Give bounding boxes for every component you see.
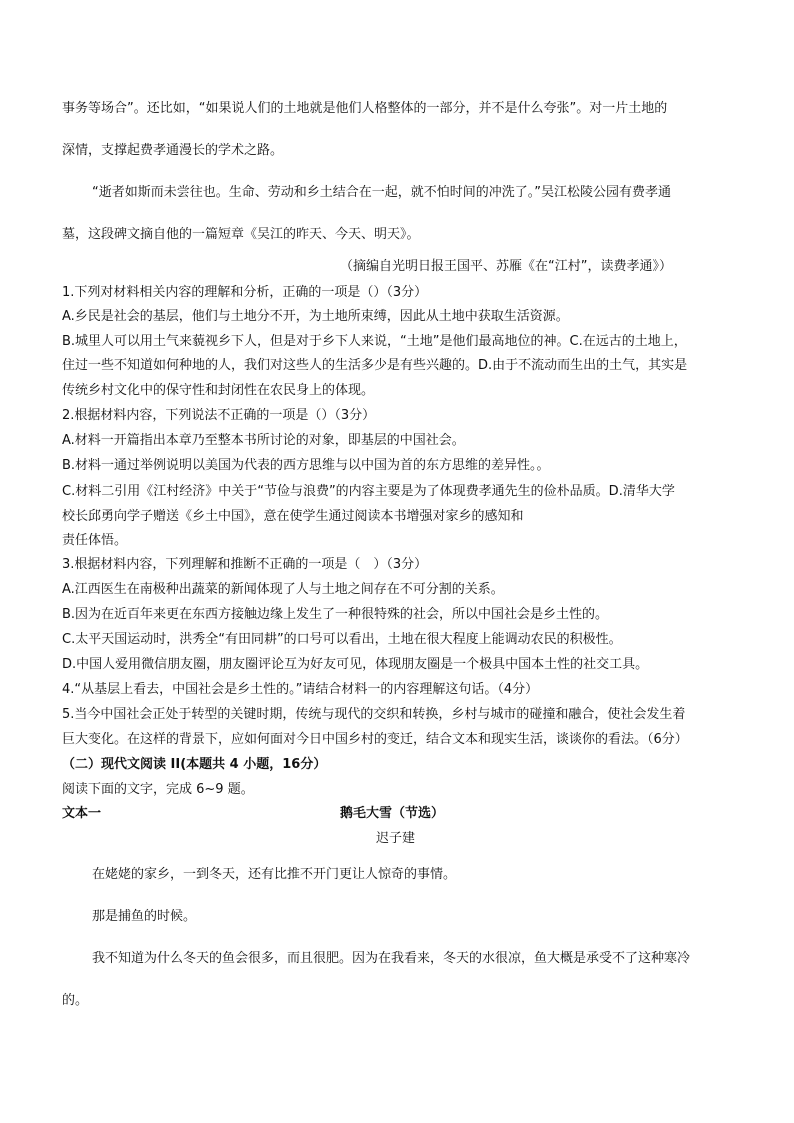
- text-label: 文本一: [62, 806, 102, 821]
- question-2-stem: 2.根据材料内容，下列说法不正确的一项是（）（3分）: [62, 408, 376, 423]
- intro-line-1: 事务等场合”。还比如，“如果说人们的土地就是他们人格整体的一部分，并不是什么夸张”。对一片土地的: [62, 101, 668, 116]
- section-instruction: 阅读下面的文字，完成 6~9 题。: [62, 782, 254, 797]
- question-3-option-a: A.江西医生在南极种出蔬菜的新闻体现了人与土地之间存在不可分割的关系。: [62, 582, 504, 597]
- question-4-stem: 4.“从基层上看去，中国社会是乡土性的。”请结合材料一的内容理解这句话。（4分）: [62, 682, 539, 697]
- article-author: 迟子建: [376, 831, 416, 846]
- question-1-option-b-cont: 住过一些不知道如何种地的人，我们对这些人的生活多少是有些兴趣的。D.由于不流动而生出的土气，其实是: [62, 358, 688, 373]
- question-2-option-b: B.材料一通过举例说明以美国为代表的西方思维与以中国为首的东方思维的差异性。。: [62, 458, 550, 473]
- question-3-option-d: D.中国人爱用微信朋友圈，朋友圈评论互为好友可见，体现朋友圈是一个极具中国本土性的社交工具。: [62, 657, 649, 672]
- question-3-option-c: C.太平天国运动时，洪秀全“有田同耕”的口号可以看出，土地在很大程度上能调动农民的积极性。: [62, 632, 622, 647]
- intro-line-2: 深情，支撑起费孝通漫长的学术之路。: [62, 143, 284, 158]
- question-5-line-1: 5.当今中国社会正处于转型的关键时期，传统与现代的交织和转换，乡村与城市的碰撞和融合，使社会发生着: [62, 707, 686, 722]
- intro-line-3: “逝者如斯而未尝往也。生命、劳动和乡土结合在一起，就不怕时间的冲洗了。”吴江松陵公园有费孝通: [92, 185, 671, 200]
- question-1-option-a: A.乡民是社会的基层，他们与土地分不开，为土地所束缚，因此从土地中获取生活资源。: [62, 309, 569, 324]
- article-title: 鹅毛大雪（节选）: [340, 806, 445, 821]
- question-3-option-b: B.因为在近百年来更在东西方接触边缘上发生了一种很特殊的社会，所以中国社会是乡土性的。: [62, 607, 609, 622]
- question-1-stem: 1.下列对材料相关内容的理解和分析，正确的一项是（）（3分）: [62, 285, 428, 300]
- article-paragraph-3: 我不知道为什么冬天的鱼会很多，而且很肥。因为在我看来，冬天的水很凉，鱼大概是承受不了这种寒冷: [92, 951, 691, 966]
- question-2-option-c-cont2: 责任体悟。: [62, 533, 128, 548]
- question-1-option-b-cont2: 传统乡村文化中的保守性和封闭性在农民身上的体现。: [62, 383, 375, 398]
- question-1-option-b: B.城里人可以用土气来藐视乡下人，但是对于乡下人来说，“土地”是他们最高地位的神。C.在远古的土地上，: [62, 334, 687, 349]
- question-5-line-2: 巨大变化。在这样的背景下，应如何面对今日中国乡村的变迁，结合文本和现实生活，谈谈你的看法。（6分）: [62, 732, 688, 747]
- article-paragraph-3-cont: 的。: [62, 993, 89, 1008]
- question-2-option-c: C.材料二引用《江村经济》中关于“节俭与浪费”的内容主要是为了体现费孝通先生的俭朴品质。D.清华大学: [62, 484, 675, 499]
- article-paragraph-2: 那是捕鱼的时候。: [92, 909, 197, 924]
- question-2-option-a: A.材料一开篇指出本章乃至整本书所讨论的对象，即基层的中国社会。: [62, 433, 465, 448]
- section-heading: （二）现代文阅读 II(本题共 4 小题，16分）: [62, 757, 327, 772]
- question-2-option-c-cont: 校长邱勇向学子赠送《乡土中国》，意在使学生通过阅读本书增强对家乡的感知和: [62, 509, 524, 524]
- source-citation: （摘编自光明日报王国平、苏雁《在“江村”，读费孝通》）: [340, 259, 672, 274]
- question-3-stem: 3.根据材料内容，下列理解和推断不正确的一项是（ ）（3分）: [62, 557, 428, 572]
- article-paragraph-1: 在姥姥的家乡，一到冬天，还有比推不开门更让人惊奇的事情。: [92, 867, 457, 882]
- intro-line-4: 墓，这段碑文摘自他的一篇短章《吴江的昨天、今天、明天》。: [62, 227, 420, 242]
